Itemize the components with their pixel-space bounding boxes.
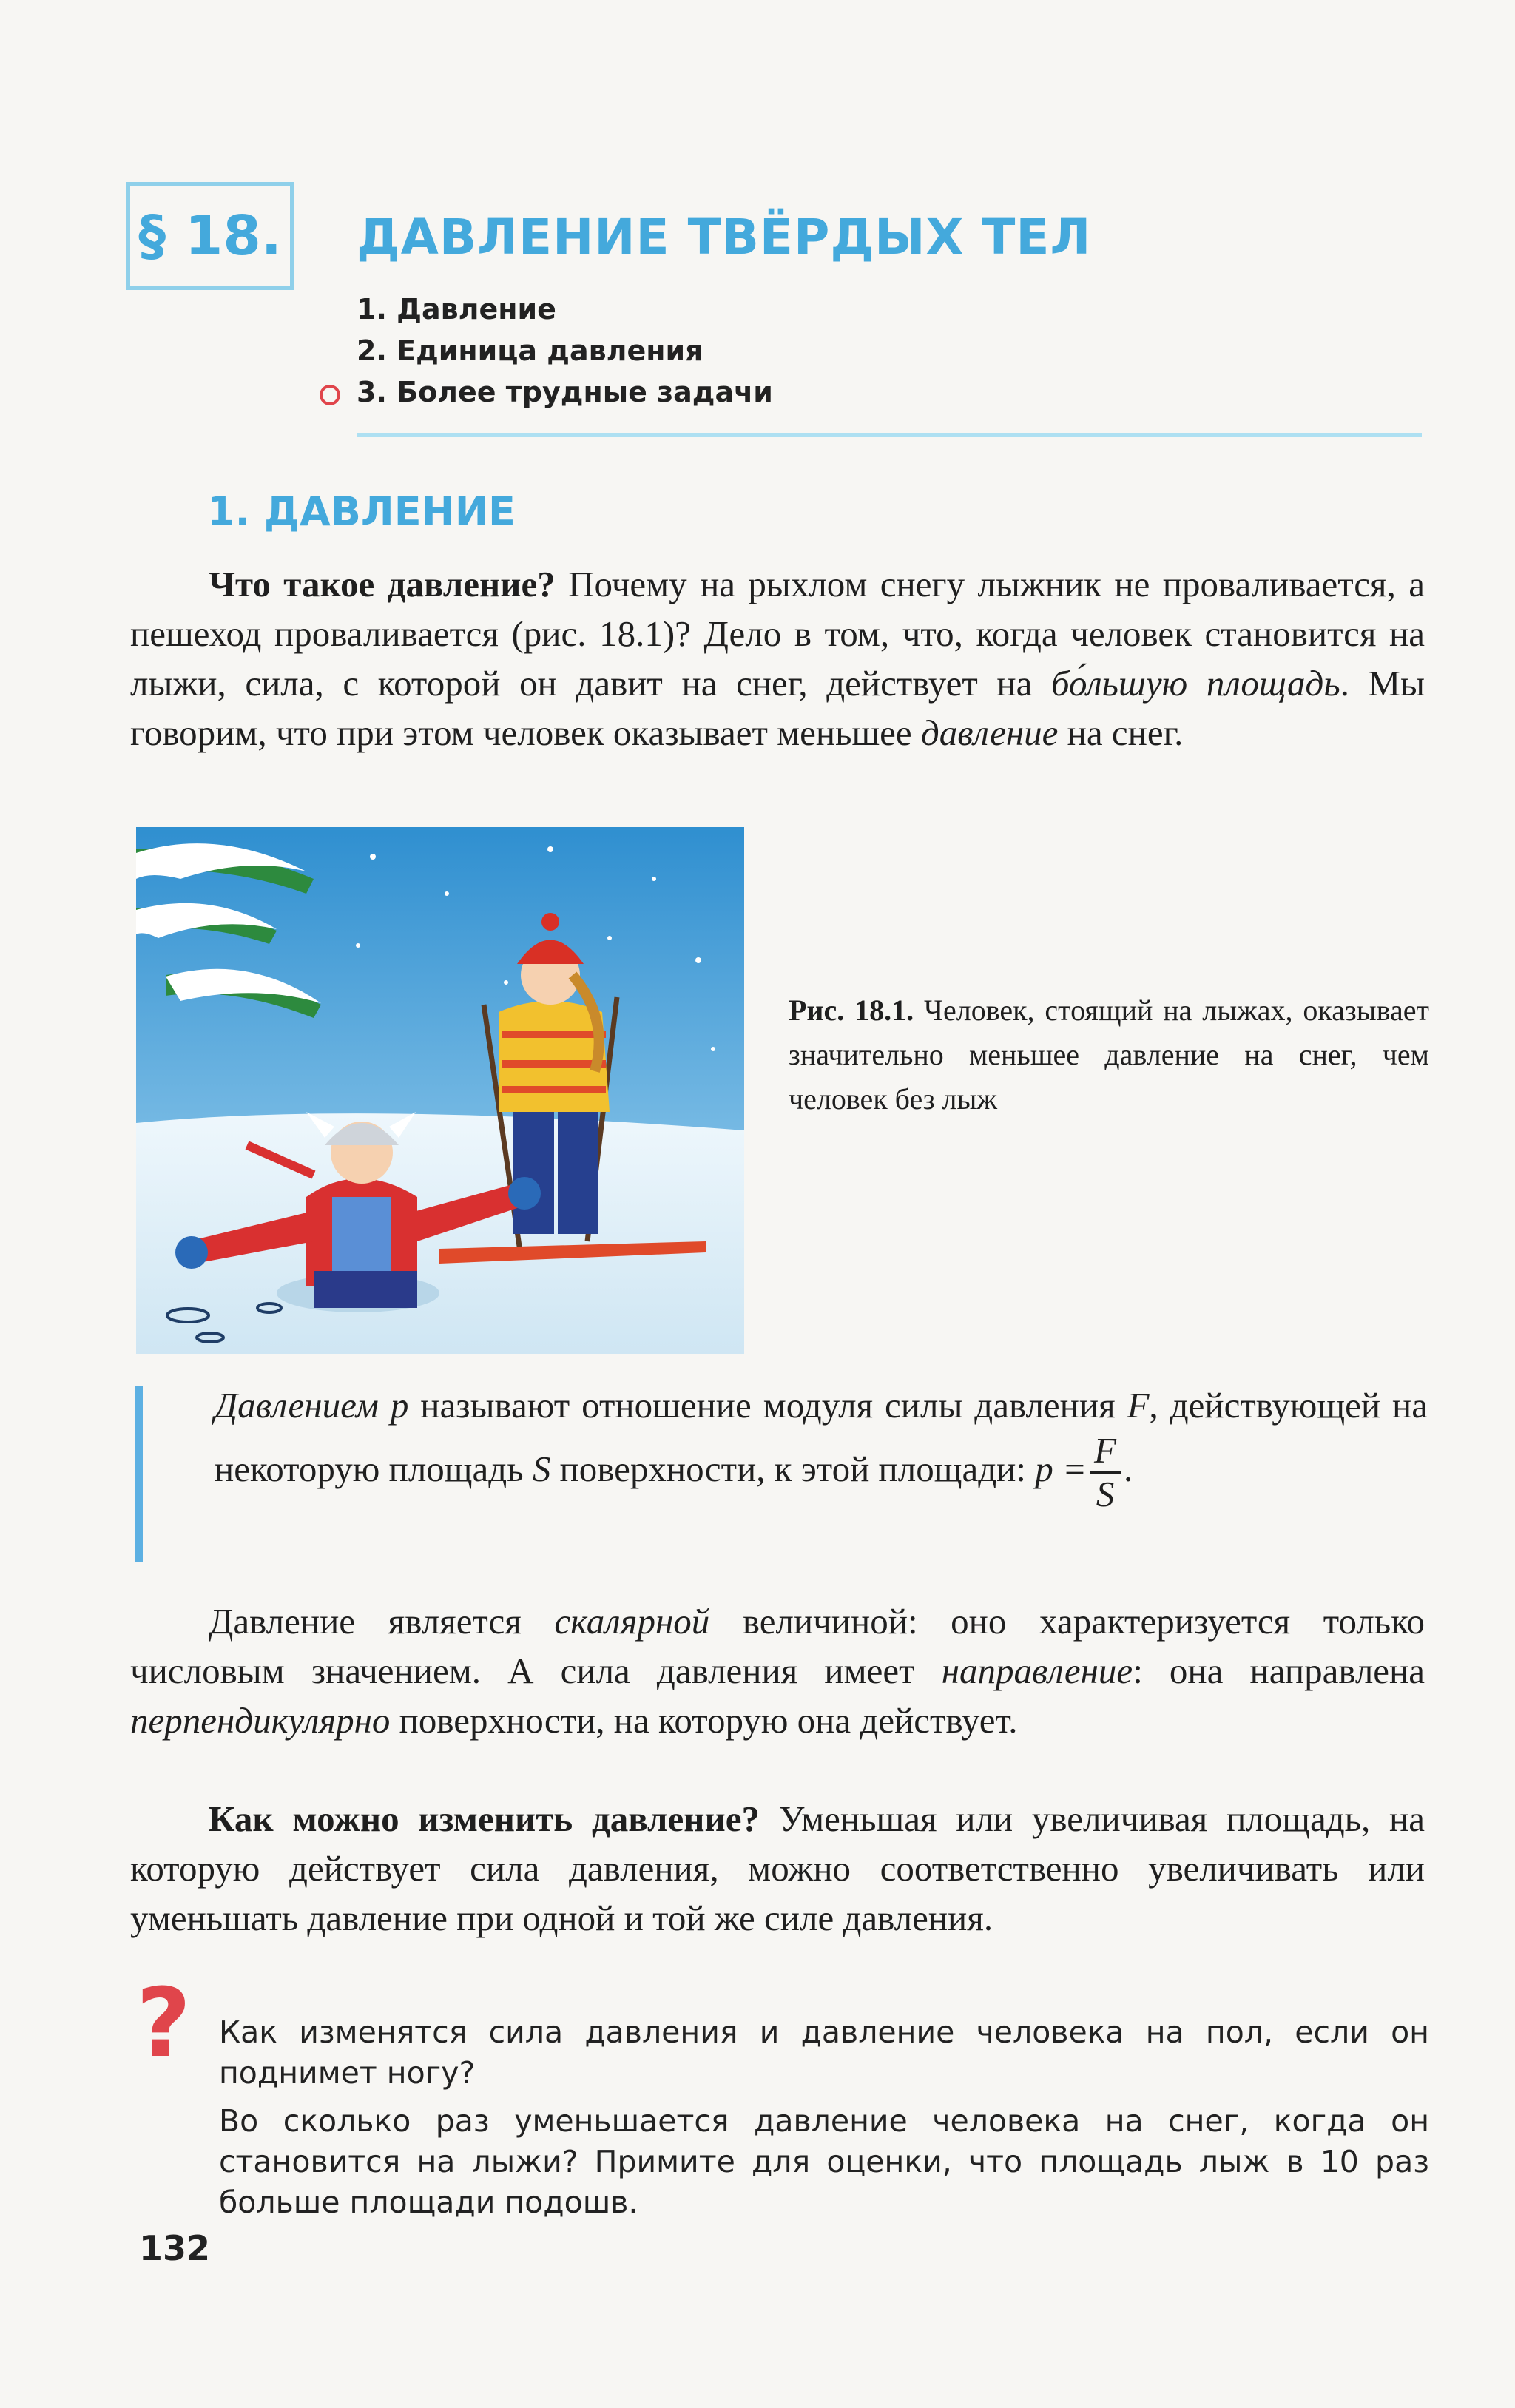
page-number: 132: [139, 2228, 211, 2268]
formula-fraction: $\frac{F}{S}$: [1090, 1430, 1121, 1515]
question-2: Во сколько раз уменьшается давление человека на снег, когда он становится на лыжи? Примите для оценки, что площадь лыж в 10 раз больше площади подошв.: [219, 2103, 1429, 2220]
change-question: Как можно изменить давление?: [209, 1798, 760, 1839]
intro-paragraph: Что такое давление? Почему на рыхлом снегу лыжник не проваливается, а пешеход проваливается (рис. 18.1)? Дело в том, что, когда человек становится на лыжи, сила, с которой он давит на снег, действует на бо́льшую площадь. Мы говорим, что при этом человек оказывает меньшее давление на снег.: [130, 564, 1425, 753]
scalar-paragraph: Давление является скалярной величиной: оно характеризуется только числовым значением. А сила давления имеет направление: она направлена перпендикулярно поверхности, на которую она действует.: [130, 1601, 1425, 1741]
advanced-marker-icon: [320, 385, 340, 405]
toc-item-harder-problems[interactable]: 3. Более трудные задачи: [357, 376, 773, 408]
change-paragraph: Как можно изменить давление? Уменьшая или увеличивая площадь, на которую действует сила давления, можно соответственно увеличивать или уменьшать давление при одной и той же силе давления.: [130, 1798, 1425, 1938]
definition-block: Давлением p называют отношение модуля силы давления F, действующей на некоторую площадь S поверхности, к этой площади: p = $\frac{F}{S}$ .: [215, 1385, 1428, 1514]
toc-item-unit[interactable]: 2. Единица давления: [357, 334, 703, 367]
formula-lhs: p =: [1035, 1448, 1087, 1489]
section-number: § 18.: [138, 204, 282, 268]
figure-caption: [789, 988, 1429, 1122]
caption-text: Человек, стоящий на лыжах, оказывает значительно меньшее давление на снег, чем человек без лыж: [789, 994, 1430, 1116]
question-1: Как изменятся сила давления и давление человека на пол, если он поднимет ногу?: [219, 2014, 1429, 2091]
toc-item-pressure[interactable]: 1. Давление: [357, 293, 556, 326]
intro-question: Что такое давление?: [209, 564, 556, 604]
question-mark-icon: ?: [136, 1969, 192, 2079]
section-number-box: [126, 182, 294, 290]
caption-label: Рис. 18.1.: [789, 994, 914, 1027]
section-heading: 1. ДАВЛЕНИЕ: [207, 488, 516, 535]
header-divider: [357, 433, 1422, 437]
chapter-title: ДАВЛЕНИЕ ТВЁРДЫХ ТЕЛ: [357, 209, 1092, 266]
definition-marker: [135, 1386, 143, 1562]
figure-skier-and-pedestrian: [136, 827, 744, 1354]
